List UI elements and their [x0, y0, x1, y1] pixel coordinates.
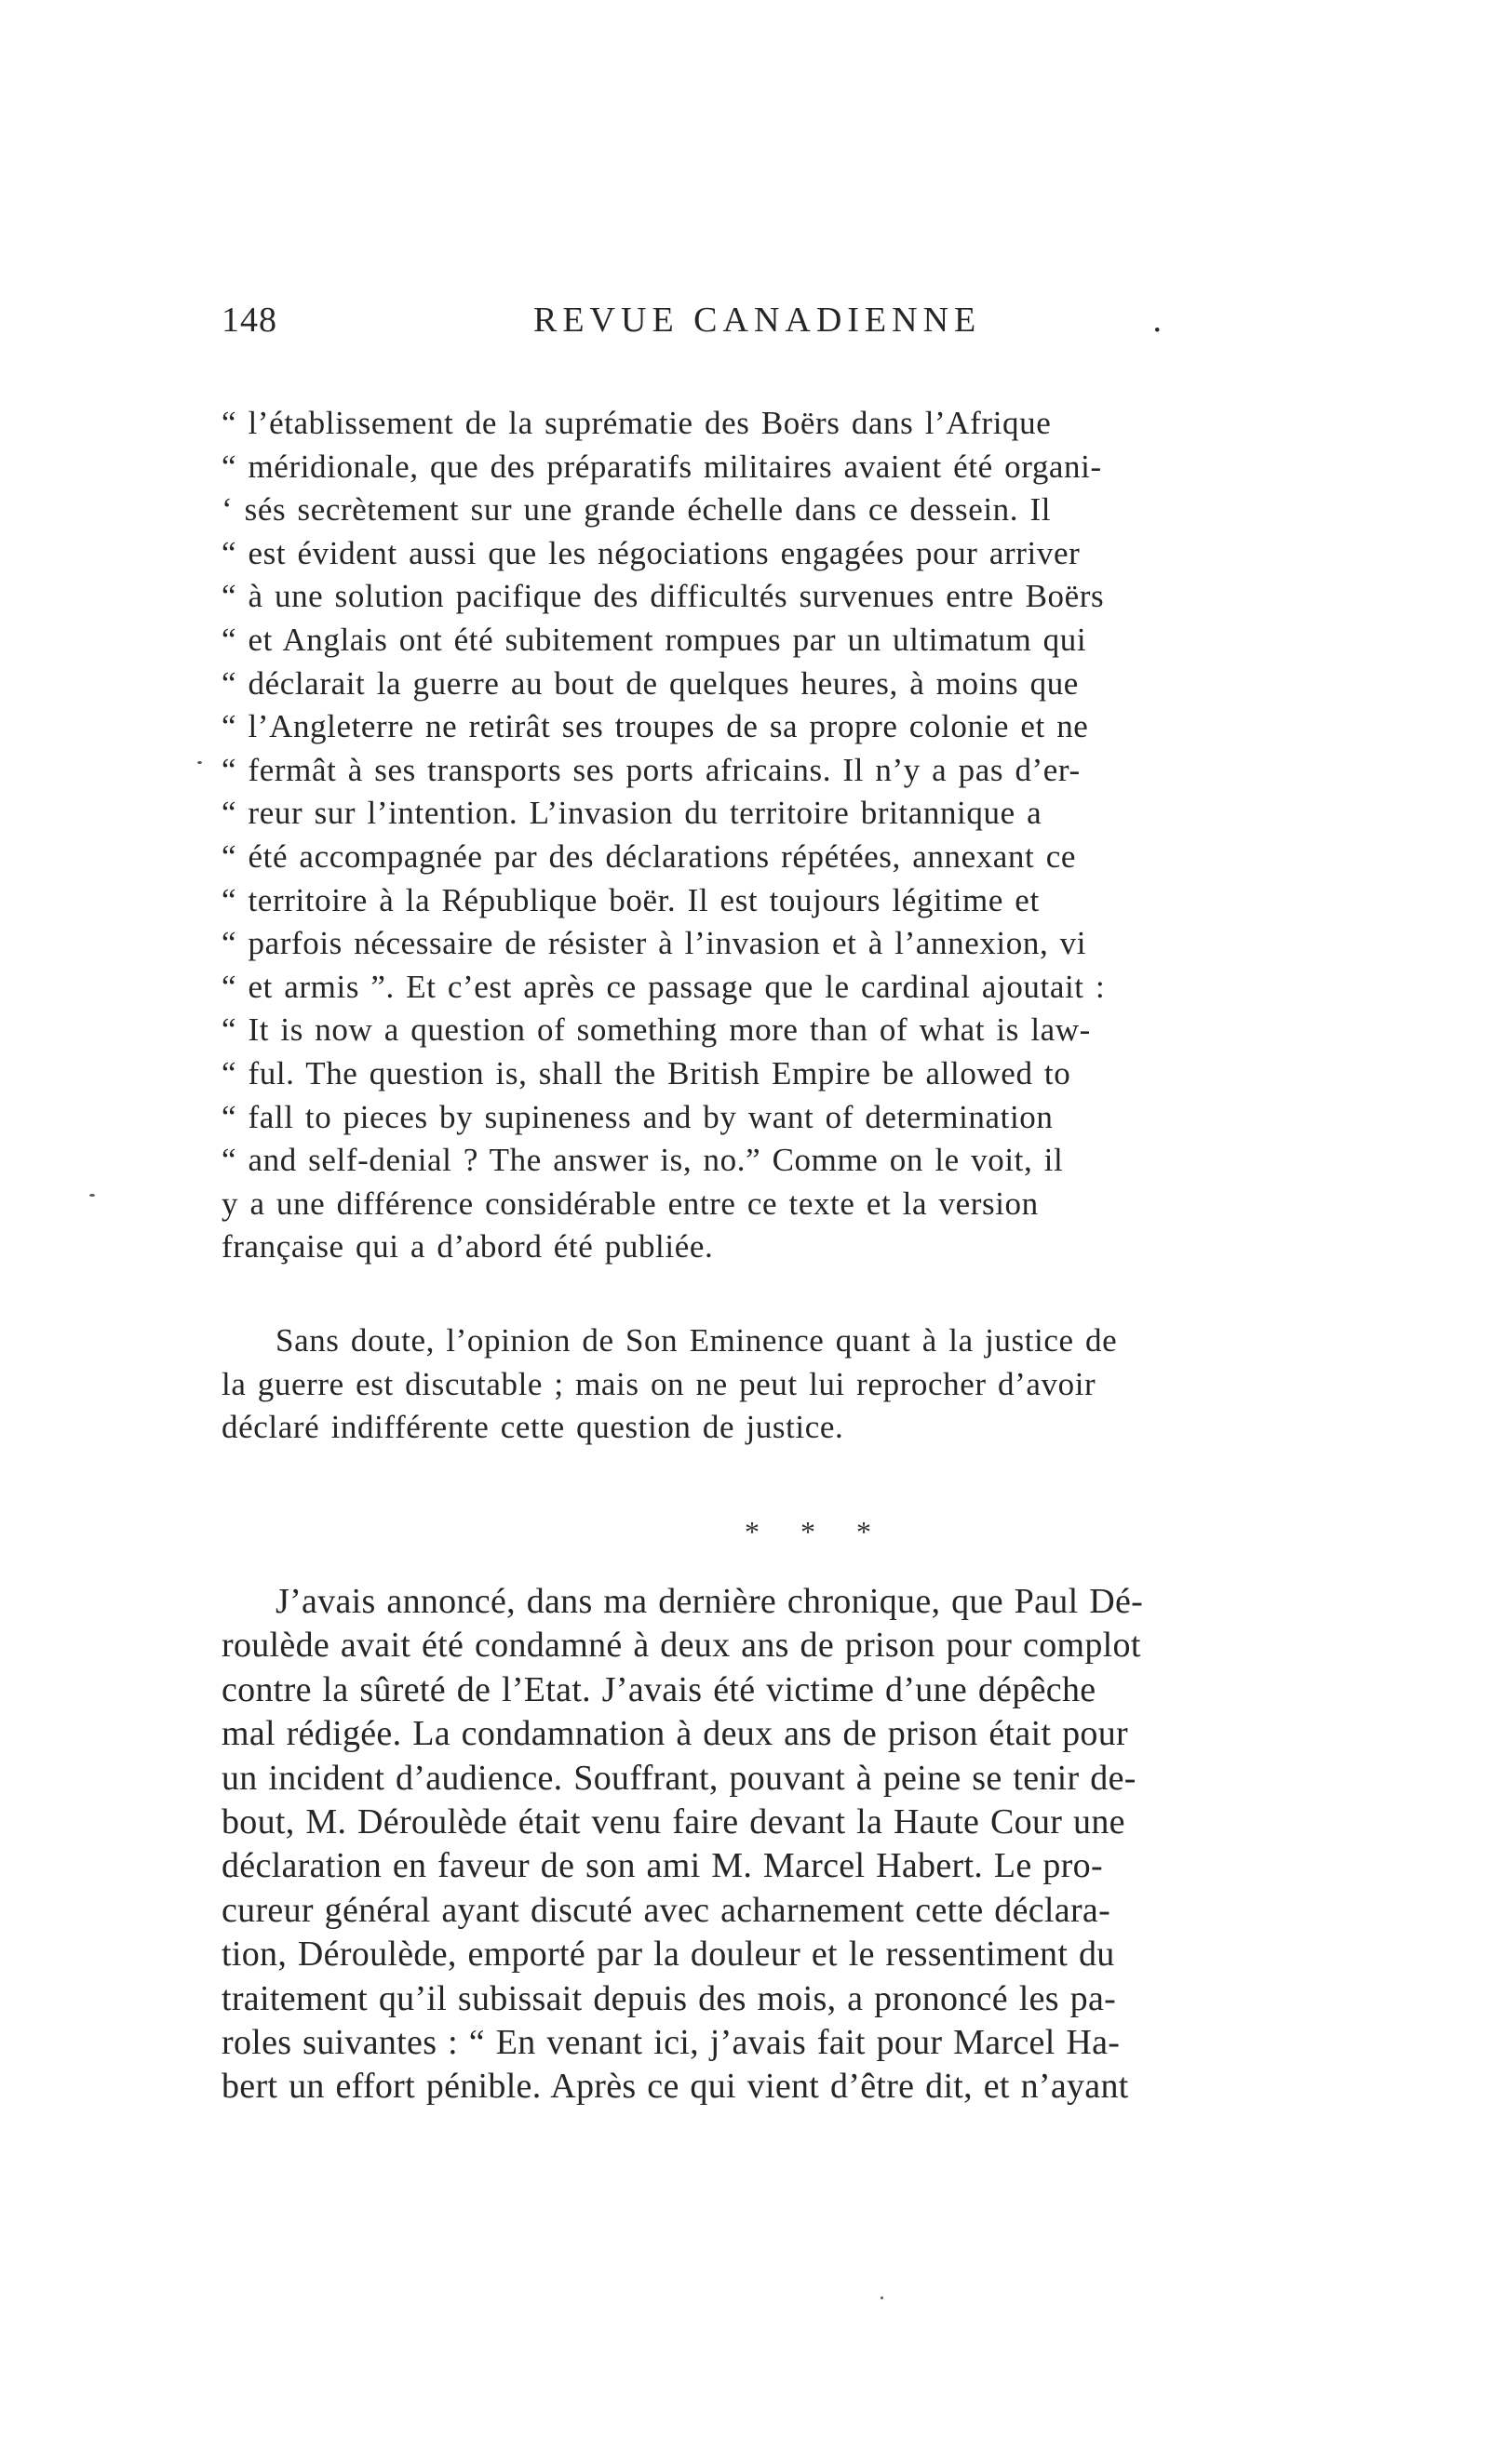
page-header [222, 300, 1162, 346]
text-line: “ ful. The question is, shall the British Empire be allowed to [222, 1054, 1071, 1091]
text-line: “ l’Angleterre ne retirât ses troupes de sa propre colonie et ne [222, 708, 1089, 745]
text-line: “ and self-denial ? The answer is, no.” Comme on le voit, il [222, 1142, 1064, 1179]
text-line: roles suivantes : “ En venant ici, j’avais fait pour Marcel Ha- [222, 2022, 1121, 2062]
text-line: “ et Anglais ont été subitement rompues par un ultimatum qui [222, 621, 1087, 658]
text-line: bout, M. Déroulède était venu faire devant la Haute Cour une [222, 1801, 1125, 1841]
page-number: 148 [222, 301, 277, 340]
text-line: “ parfois nécessaire de résister à l’invasion et à l’annexion, vi [222, 925, 1087, 962]
text-line: contre la sûreté de l’Etat. J’avais été victime d’une dépêche [222, 1669, 1096, 1709]
text-line: “ territoire à la République boër. Il est toujours légitime et [222, 881, 1040, 918]
text-line: bert un effort pénible. Après ce qui vient d’être dit, et n’ayant [222, 2067, 1129, 2107]
text-line: “ été accompagnée par des déclarations répétées, annexant ce [222, 837, 1076, 875]
text-line: “ It is now a question of something more than of what is law- [222, 1011, 1091, 1049]
closing-paragraph [222, 1319, 1394, 1450]
text-line: française qui a d’abord été publiée. [222, 1228, 714, 1265]
text-line: un incident d’audience. Souffrant, pouvant à peine se tenir de- [222, 1758, 1136, 1798]
text-line: “ est évident aussi que les négociations engagées pour arriver [222, 534, 1081, 571]
text-line: “ déclarait la guerre au bout de quelques heures, à moins que [222, 664, 1079, 702]
text-line: ‘ sés secrètement sur une grande échelle dans ce dessein. Il [222, 491, 1052, 529]
text-line: “ reur sur l’intention. L’invasion du territoire britannique a [222, 795, 1042, 832]
section-separator: * * * [745, 1515, 888, 1548]
text-line: “ l’établissement de la suprématie des Boërs dans l’Afrique [222, 405, 1052, 441]
text-line: cureur général ayant discuté avec acharnement cette déclara- [222, 1890, 1111, 1930]
text-line: Sans doute, l’opinion de Son Eminence quant à la justice de [276, 1322, 1118, 1359]
quotation-block [222, 402, 1394, 1269]
text-line: “ et armis ”. Et c’est après ce passage que le cardinal ajoutait : [222, 968, 1106, 1005]
text-line: J’avais annoncé, dans ma dernière chronique, que Paul Dé- [276, 1582, 1144, 1621]
body-paragraph [222, 1580, 1404, 2109]
text-line: y a une différence considérable entre ce texte et la version [222, 1185, 1039, 1222]
text-line: tion, Déroulède, emporté par la douleur et le ressentiment du [222, 1935, 1115, 1975]
text-line: déclaration en faveur de son ami M. Marcel Habert. Le pro- [222, 1846, 1103, 1886]
header-dot: . [1152, 301, 1162, 340]
text-line: traitement qu’il subissait depuis des mois, a prononcé les pa- [222, 1978, 1117, 2018]
text-line: roulède avait été condamné à deux ans de prison pour complot [222, 1626, 1141, 1666]
scan-speck [197, 761, 202, 764]
text-line: “ méridionale, que des préparatifs militaires avaient été organi- [222, 448, 1102, 485]
text-line: déclaré indifférente cette question de justice. [222, 1409, 844, 1446]
scan-speck [89, 1194, 95, 1197]
scan-speck [881, 2297, 883, 2299]
text-line: “ fall to pieces by supineness and by want of determination [222, 1098, 1054, 1135]
text-line: “ fermât à ses transports ses ports africains. Il n’y a pas d’er- [222, 751, 1081, 788]
text-line: la guerre est discutable ; mais on ne peut lui reprocher d’avoir [222, 1365, 1096, 1402]
text-line: “ à une solution pacifique des difficultés survenues entre Boërs [222, 578, 1105, 615]
running-head: REVUE CANADIENNE [533, 301, 982, 340]
text-line: mal rédigée. La condamnation à deux ans de prison était pour [222, 1714, 1128, 1754]
